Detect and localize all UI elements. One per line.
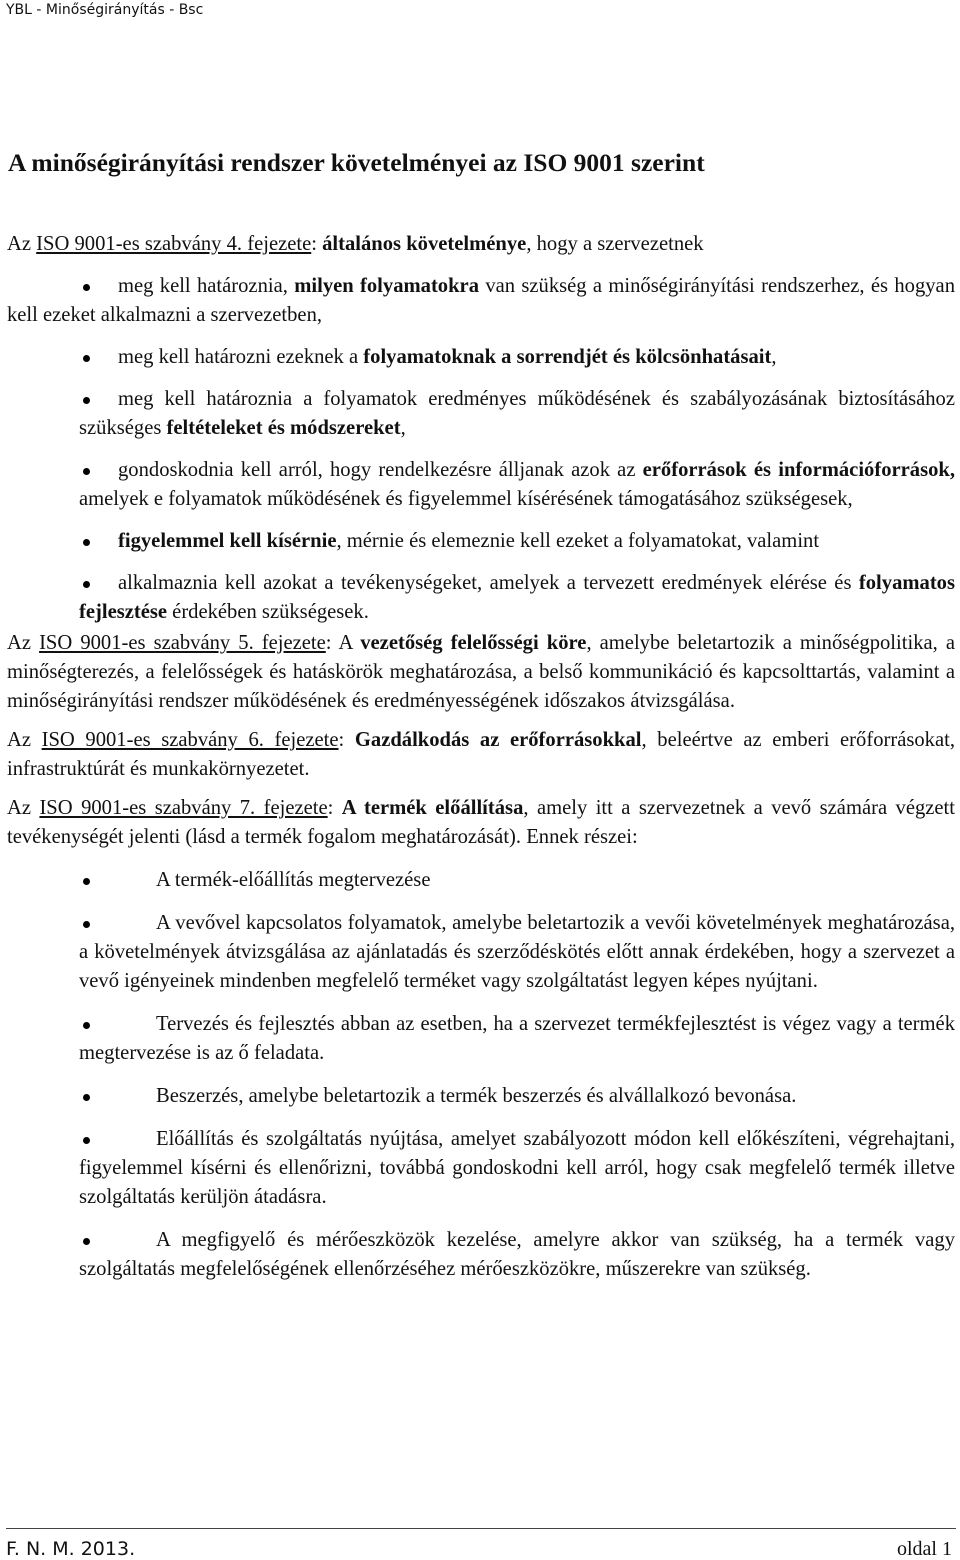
bullet-icon: [83, 539, 90, 546]
list-item: gondoskodnia kell arról, hogy rendelkezésre álljanak azok az erőforrások és információforrások, amelyek e folyamatok működésének és figyelemmel kísérésének támogatásához szükségesek,: [79, 459, 955, 510]
section-7-reference: ISO 9001-es szabvány 7. fejezete: [39, 797, 328, 819]
list-item: meg kell határozni ezeknek a folyamatoknak a sorrendjét és kölcsönhatásait,: [7, 343, 955, 372]
bullet-icon: [83, 878, 90, 885]
section-4-reference: ISO 9001-es szabvány 4. fejezete: [36, 233, 312, 255]
bullet-icon: [83, 1137, 90, 1144]
page-header: YBL - Minőségirányítás - Bsc: [6, 2, 204, 18]
section-5-reference: ISO 9001-es szabvány 5. fejezete: [39, 632, 326, 654]
footer-page-number: oldal 1: [897, 1538, 952, 1560]
bullet-icon: [83, 1022, 90, 1029]
bullet-icon: [83, 284, 90, 291]
list-item: alkalmaznia kell azokat a tevékenységeket, amelyek a tervezett eredmények elérése és folyamatos fejlesztése érdekében szükségesek.: [79, 572, 955, 623]
footer-author-date: F. N. M. 2013.: [6, 1538, 136, 1560]
list-item: Előállítás és szolgáltatás nyújtása, amelyet szabályozott módon kell előkészíteni, végrehajtani, figyelemmel kísérni és ellenőrizni, továbbá gondoskodni kell arról, hogy csak megfelelő termék illetve szolgáltatás kerüljön átadásra.: [79, 1128, 955, 1208]
footer-divider: [6, 1528, 956, 1529]
section-4-intro: Az ISO 9001-es szabvány 4. fejezete: általános követelménye, hogy a szervezetnek: [7, 233, 704, 255]
list-item: A vevővel kapcsolatos folyamatok, amelybe beletartozik a vevői követelmények meghatározása, a követelmények átvizsgálása az ajánlatadás és szerződéskötés előtt annak érdekében, hogy a szervezet a vevő igényeinek mindenben megfelelő terméket vagy szolgáltatást legyen képes nyújtani.: [79, 912, 955, 992]
list-item: figyelemmel kell kísérnie, mérnie és elemeznie kell ezeket a folyamatokat, valamint: [7, 527, 955, 556]
document-body: [7, 230, 955, 1284]
section-5-paragraph: Az ISO 9001-es szabvány 5. fejezete: A vezetőség felelősségi köre, amelybe beletartozik a minőségpolitika, a minőségterezés, a felelősségek és hatáskörök meghatározása, a belső kommunikáció és kapcsolttartás, valamint a minőségirányítási rendszer működésének és eredményességének időszakos átvizsgálása.: [7, 632, 955, 712]
list-item: A termék-előállítás megtervezése: [7, 866, 955, 895]
list-item: Tervezés és fejlesztés abban az esetben, ha a szervezet termékfejlesztést is végez vagy a termék megtervezése is az ő feladata.: [79, 1013, 955, 1064]
bullet-icon: [83, 1094, 90, 1101]
list-item: meg kell határoznia a folyamatok eredményes működésének és szabályozásának biztosításához szükséges feltételeket és módszereket,: [79, 388, 955, 439]
section-7-list: [7, 866, 955, 1284]
section-6-reference: ISO 9001-es szabvány 6. fejezete: [41, 729, 339, 751]
bullet-icon: [83, 468, 90, 475]
list-item: meg kell határoznia, milyen folyamatokra van szükség a minőségirányítási rendszerhez, és hogyan kell ezeket alkalmazni a szervezetben,: [7, 275, 955, 326]
list-item: A megfigyelő és mérőeszközök kezelése, amelyre akkor van szükség, ha a termék vagy szolgáltatás megfelelőségének ellenőrzéséhez mérőeszközökre, műszerekre van szükség.: [79, 1229, 955, 1280]
bullet-icon: [83, 397, 90, 404]
section-6-paragraph: Az ISO 9001-es szabvány 6. fejezete: Gazdálkodás az erőforrásokkal, beleértve az emberi erőforrásokat, infrastruktúrát és munkakörnyezetet.: [7, 729, 955, 780]
page-title: A minőségirányítási rendszer követelményei az ISO 9001 szerint: [8, 148, 705, 177]
section-7-paragraph: Az ISO 9001-es szabvány 7. fejezete: A termék előállítása, amely itt a szervezetnek a vevő számára végzett tevékenységét jelenti (lásd a termék fogalom meghatározását). Ennek részei:: [7, 797, 955, 848]
bullet-icon: [83, 1238, 90, 1245]
section-4-list: [7, 272, 955, 627]
list-item: Beszerzés, amelybe beletartozik a termék beszerzés és alvállalkozó bevonása.: [7, 1082, 955, 1111]
bullet-icon: [83, 921, 90, 928]
bullet-icon: [83, 355, 90, 362]
bullet-icon: [83, 581, 90, 588]
